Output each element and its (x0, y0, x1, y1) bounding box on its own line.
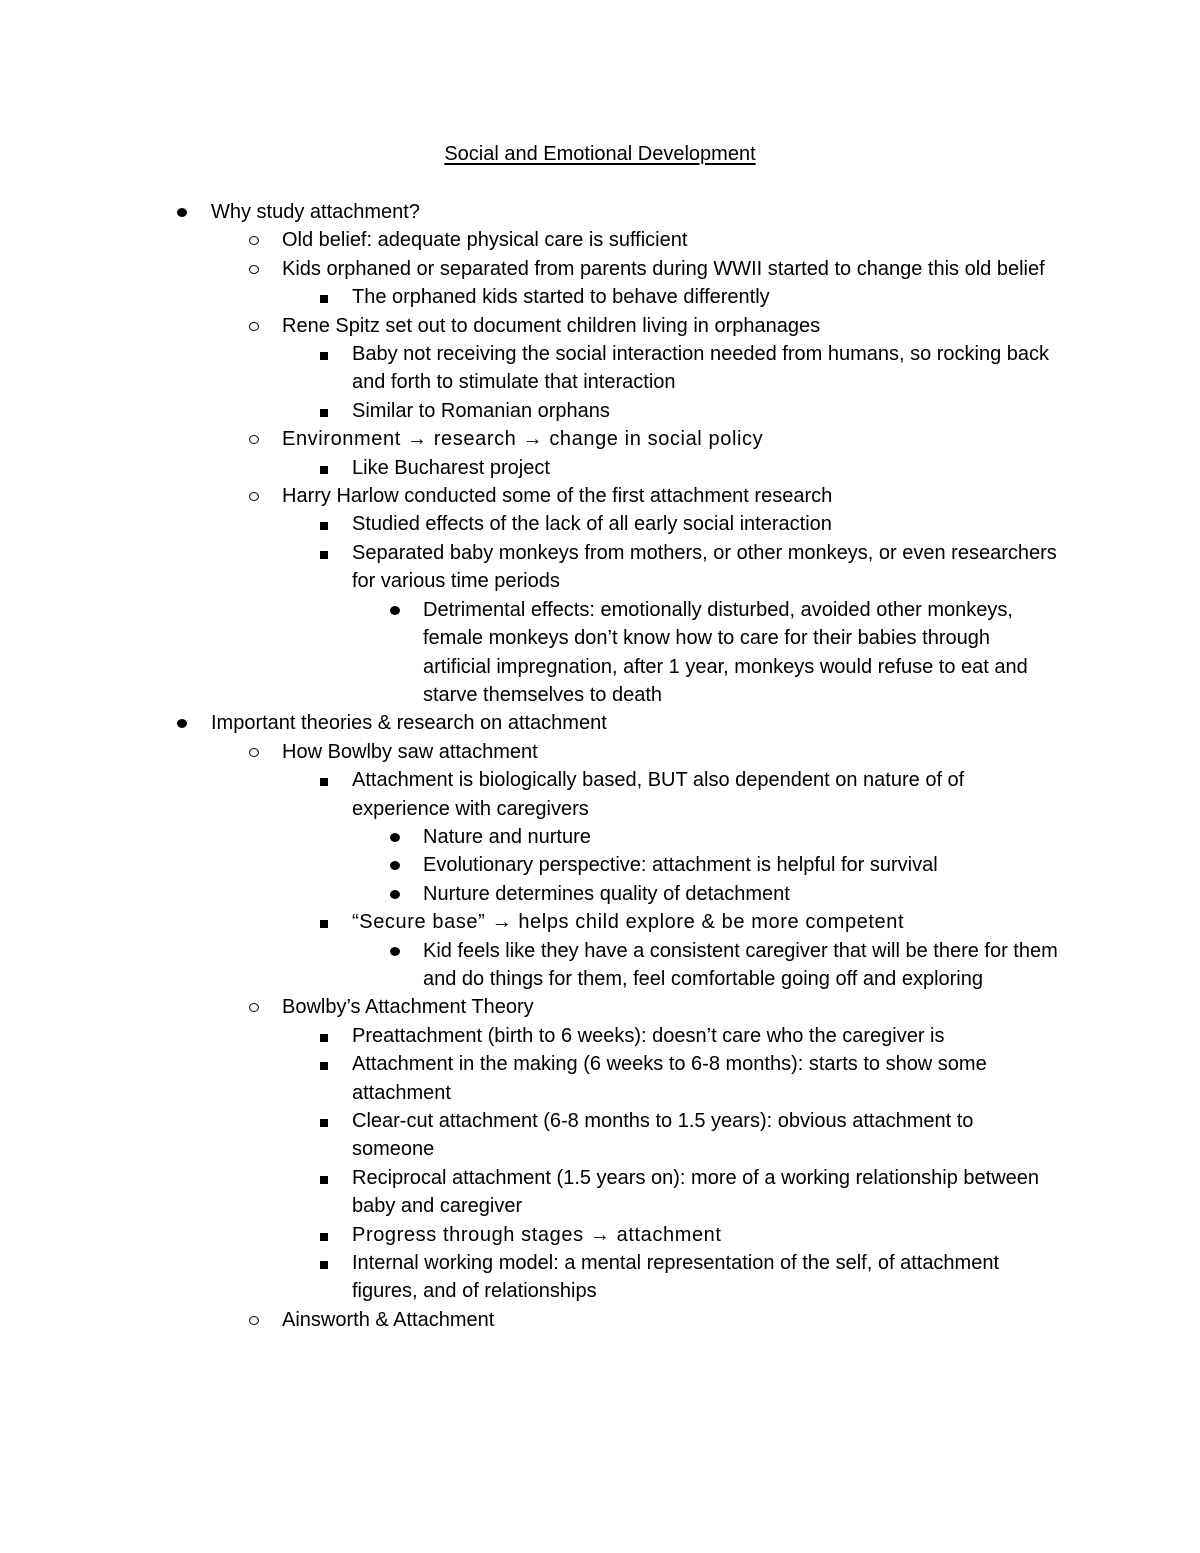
list-item-text: Baby not receiving the social interaction needed from humans, so rocking back and forth to stimulate that interaction (352, 343, 1050, 394)
list-item (0, 510, 1200, 538)
list-item (0, 908, 1200, 936)
list-item-text: Reciprocal attachment (1.5 years on): more of a working relationship between baby and caregiver (352, 1166, 1040, 1218)
list-item (0, 255, 1200, 283)
list-item-text: Similar to Romanian orphans (352, 399, 610, 422)
list-item-text: Studied effects of the lack of all early social interaction (352, 513, 832, 536)
list-item (0, 738, 1200, 766)
list-item-text: Rene Spitz set out to document children living in orphanages (282, 314, 821, 337)
bullet-filled-icon (177, 719, 187, 728)
outline-list (0, 198, 1200, 1334)
document-title-text: Social and Emotional Development (444, 143, 756, 165)
list-item-text: Detrimental effects: emotionally disturbed, avoided other monkeys, female monkeys don’t know how to care for their babies through artificial impregnation, after 1 year, monkeys would refuse to eat and starve themselves to death (423, 598, 1028, 706)
list-item-text: Attachment in the making (6 weeks to 6-8 months): starts to show some attachment (352, 1053, 987, 1104)
list-item (0, 880, 1200, 908)
bullet-square-icon (320, 1261, 328, 1269)
list-item (0, 226, 1200, 254)
list-item (0, 340, 1200, 397)
list-item (0, 1221, 1200, 1249)
list-item-text: The orphaned kids started to behave differently (352, 286, 770, 309)
list-item (0, 425, 1200, 453)
list-item (0, 1164, 1200, 1221)
list-item-text: Clear-cut attachment (6-8 months to 1.5 years): obvious attachment to someone (352, 1110, 974, 1161)
list-item-text: Environment → research → change in social policy (282, 428, 764, 451)
list-item (0, 312, 1200, 340)
bullet-hollow-circle-icon (249, 322, 259, 331)
bullet-square-icon (320, 1233, 328, 1241)
bullet-filled-icon (390, 833, 400, 842)
list-item-text: How Bowlby saw attachment (282, 740, 538, 763)
bullet-hollow-circle-icon (249, 748, 259, 757)
list-item (0, 283, 1200, 311)
document-title (0, 141, 1200, 167)
list-item-text: Ainsworth & Attachment (282, 1308, 495, 1331)
list-item (0, 993, 1200, 1021)
bullet-square-icon (320, 466, 328, 474)
bullet-hollow-circle-icon (249, 1003, 259, 1012)
bullet-hollow-circle-icon (249, 236, 259, 245)
list-item (0, 1249, 1200, 1306)
list-item (0, 1050, 1200, 1107)
bullet-square-icon (320, 920, 328, 928)
list-item-text: Kids orphaned or separated from parents during WWII started to change this old belief (282, 257, 1045, 280)
bullet-hollow-circle-icon (249, 1316, 259, 1325)
list-item-text: Separated baby monkeys from mothers, or other monkeys, or even researchers for various time periods (352, 541, 1057, 593)
list-item (0, 851, 1200, 879)
bullet-square-icon (320, 1176, 328, 1184)
bullet-square-icon (320, 551, 328, 559)
bullet-square-icon (320, 409, 328, 417)
bullet-square-icon (320, 1062, 328, 1070)
bullet-square-icon (320, 1119, 328, 1127)
list-item-text: Kid feels like they have a consistent caregiver that will be there for them and do things for them, feel comfortable going off and exploring (423, 939, 1058, 990)
list-item-text: Like Bucharest project (352, 456, 550, 479)
bullet-hollow-circle-icon (249, 265, 259, 274)
list-item-text: Bowlby’s Attachment Theory (282, 996, 534, 1019)
bullet-filled-icon (390, 890, 400, 899)
list-item-text: Nurture determines quality of detachment (423, 882, 790, 905)
bullet-square-icon (320, 778, 328, 786)
list-item (0, 596, 1200, 710)
list-item-text: Attachment is biologically based, BUT also dependent on nature of of experience with caregivers (352, 769, 965, 820)
bullet-square-icon (320, 1034, 328, 1042)
list-item (0, 1306, 1200, 1334)
bullet-filled-icon (390, 947, 400, 956)
list-item-text: Progress through stages → attachment (352, 1223, 722, 1246)
bullet-square-icon (320, 352, 328, 360)
list-item-text: Old belief: adequate physical care is sufficient (282, 229, 688, 252)
list-item (0, 482, 1200, 510)
bullet-filled-icon (177, 208, 187, 217)
list-item-text: Preattachment (birth to 6 weeks): doesn’t care who the caregiver is (352, 1024, 945, 1047)
list-item (0, 937, 1200, 994)
list-item-text: “Secure base” → helps child explore & be more competent (352, 911, 905, 934)
list-item (0, 539, 1200, 596)
list-item (0, 823, 1200, 851)
bullet-hollow-circle-icon (249, 492, 259, 501)
bullet-filled-icon (390, 606, 400, 615)
list-item (0, 709, 1200, 737)
bullet-square-icon (320, 295, 328, 303)
list-item (0, 198, 1200, 226)
bullet-hollow-circle-icon (249, 435, 259, 444)
list-item (0, 766, 1200, 823)
list-item (0, 397, 1200, 425)
bullet-square-icon (320, 522, 328, 530)
list-item-text: Important theories & research on attachment (211, 712, 607, 735)
list-item (0, 1022, 1200, 1050)
list-item-text: Why study attachment? (211, 201, 420, 223)
list-item-text: Harry Harlow conducted some of the first attachment research (282, 485, 833, 508)
list-item-text: Internal working model: a mental representation of the self, of attachment figures, and of relationships (352, 1252, 1000, 1303)
list-item (0, 1107, 1200, 1164)
bullet-filled-icon (390, 861, 400, 870)
list-item-text: Nature and nurture (423, 825, 591, 848)
list-item-text: Evolutionary perspective: attachment is helpful for survival (423, 854, 938, 877)
list-item (0, 454, 1200, 482)
